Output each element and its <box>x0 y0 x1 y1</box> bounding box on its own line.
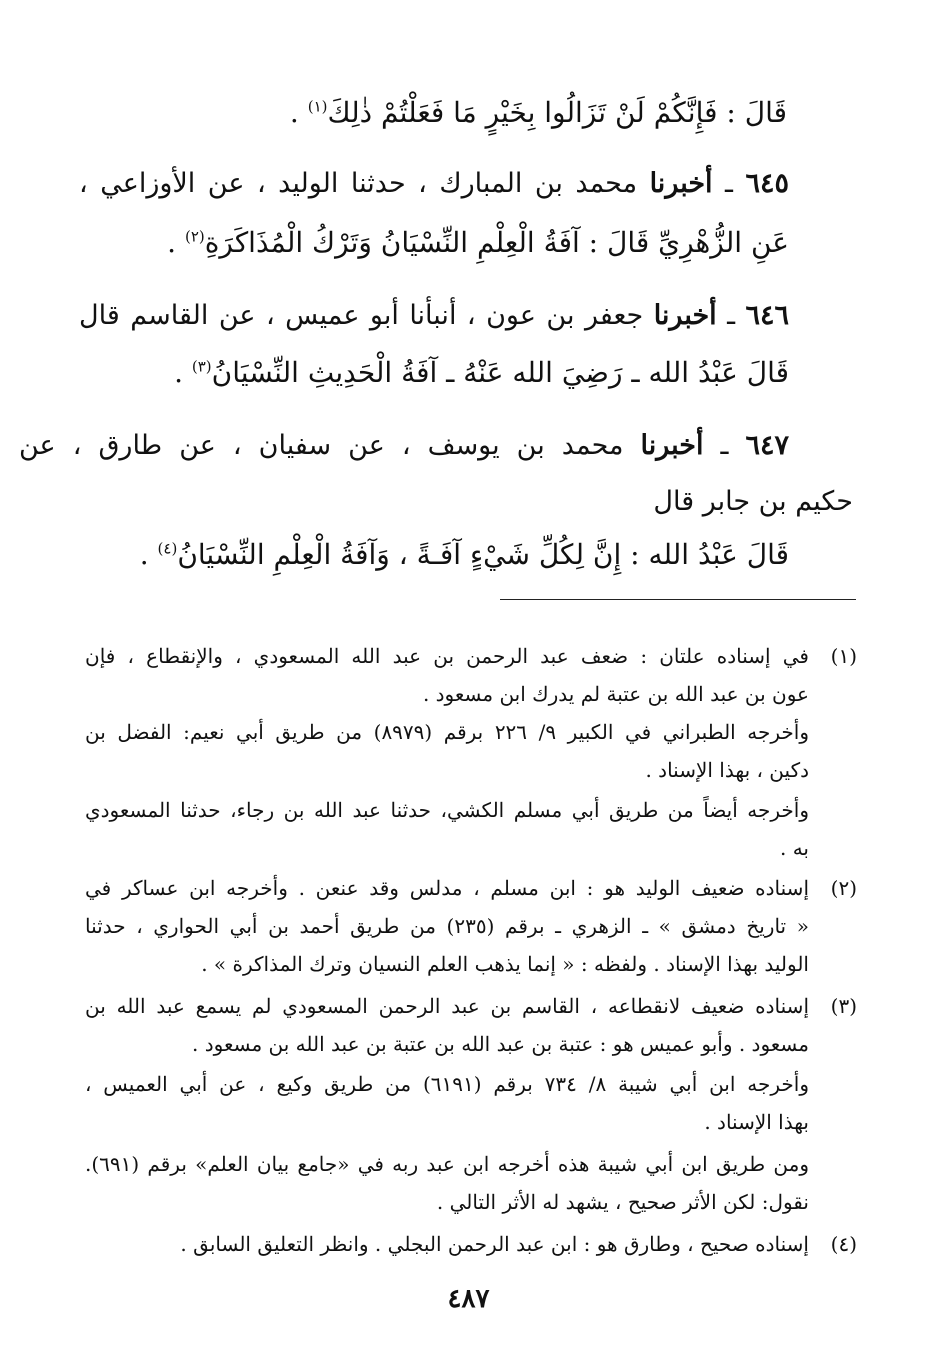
footnote-marker: (١) <box>830 644 857 668</box>
hadith-number: ٦٤٧ <box>745 430 789 461</box>
footnote-marker: (٤) <box>830 1232 857 1256</box>
hadith-number: ٦٤٥ <box>745 168 789 199</box>
hadith-quote: عَنِ الزُّهْرِيِّ قَالَ : آفَةُ الْعِلْمِ النِّسْيَانُ وَتَرْكُ الْمُذَاكَرَةِ$^{(٢)}$ . <box>167 226 789 259</box>
hadith-646-line: ٦٤٦ ـ أخبرنا جعفر بن عون ، أنبأنا أبو عميس ، عن القاسم قال <box>79 300 790 331</box>
hadith-lead: أخبرنا <box>640 430 704 461</box>
footnote-line: به . <box>779 836 809 860</box>
footnote-ref: (٤) <box>157 539 178 558</box>
footnote-marker: (٣) <box>830 994 857 1018</box>
footnote-line: إسناده صحيح ، وطارق هو : ابن عبد الرحمن البجلي . وانظر التعليق السابق . <box>180 1232 809 1256</box>
footnote-line: وأخرجه أيضاً من طريق أبي مسلم الكشي، حدثنا عبد الله بن رجاء، حدثنا المسعودي <box>85 798 809 822</box>
footnote-line: دكين ، بهذا الإسناد . <box>645 758 809 782</box>
footnote-ref: (١) <box>307 97 328 116</box>
hadith-647-line: ٦٤٧ ـ أخبرنا محمد بن يوسف ، عن سفيان ، عن طارق ، عن <box>19 430 789 461</box>
footnote-line: « تاريخ دمشق » ـ الزهري ـ برقم (٢٣٥) من طريق أحمد بن أبي الحواري ، حدثنا <box>85 914 809 938</box>
footnote-line: بهذا الإسناد . <box>704 1110 809 1134</box>
footnote-line: إسناده ضعيف الوليد هو : ابن مسلم ، مدلس وقد عنعن . وأخرجه ابن عساكر في <box>85 876 809 900</box>
footnote-line: مسعود . وأبو عميس هو : عتبة بن عبد الله بن عتبة بن عبد الله بن مسعود . <box>192 1032 809 1056</box>
footnote-line: وأخرجه الطبراني في الكبير ٩/ ٢٢٦ برقم (٨٩٧٩) من طريق أبي نعيم: الفضل بن <box>85 720 809 744</box>
footnote-ref: (٢) <box>184 227 205 246</box>
hadith-lead: أخبرنا <box>649 168 713 199</box>
hadith-lead: أخبرنا <box>653 300 717 331</box>
hadith-647-line2: حكيم بن جابر قال <box>653 486 853 517</box>
footnote-ref: (٣) <box>191 357 212 376</box>
footnote-line: ومن طريق ابن أبي شيبة هذه أخرجه ابن عبد ربه في «جامع بيان العلم» برقم (٦٩١). <box>85 1152 809 1176</box>
hadith-quote: قَالَ عَبْدُ الله ـ رَضِيَ الله عَنْهُ ـ آفَةُ الْحَدِيثِ النِّسْيَانُ$^{(٣)}$ . <box>174 356 789 389</box>
footnote-line: نقول: لكن الأثر صحيح ، يشهد له الأثر التالي . <box>436 1190 809 1214</box>
footnote-line: عون بن عبد الله بن عتبة لم يدرك ابن مسعود . <box>422 682 809 706</box>
footnote-line: الوليد بهذا الإسناد . ولفظه : « إنما يذهب العلم النسيان وترك المذاكرة » . <box>201 952 809 976</box>
hadith-number: ٦٤٦ <box>745 300 790 331</box>
footnote-separator <box>500 599 856 600</box>
footnote-line: في إسناده علتان : ضعف عبد الرحمن بن عبد الله المسعودي ، والإنقطاع ، فإن <box>85 644 809 668</box>
footnote-line: وأخرجه ابن أبي شيبة ٨/ ٧٣٤ برقم (٦١٩١) من طريق وكيع ، عن أبي العميس ، <box>85 1072 809 1096</box>
page-number: ٤٨٧ <box>447 1284 490 1314</box>
hadith-quote: قَالَ عَبْدُ الله : إِنَّ لِكُلِّ شَيْءٍ آفَـةً ، وَآفَةُ الْعِلْمِ النِّسْيَانُ$^{(٤)}$ . <box>139 538 789 571</box>
hadith-quote: قَالَ : فَإِنَّكُمْ لَنْ تَزَالُوا بِخَيْرٍ مَا فَعَلْتُمْ ذٰلِكَ$^{(١)}$ . <box>289 96 787 129</box>
footnote-line: إسناده ضعيف لانقطاعه ، القاسم بن عبد الرحمن المسعودي لم يسمع عبد الله بن <box>85 994 809 1018</box>
hadith-645-line: ٦٤٥ ـ أخبرنا محمد بن المبارك ، حدثنا الوليد ، عن الأوزاعي ، <box>79 168 789 199</box>
footnote-marker: (٢) <box>830 876 857 900</box>
